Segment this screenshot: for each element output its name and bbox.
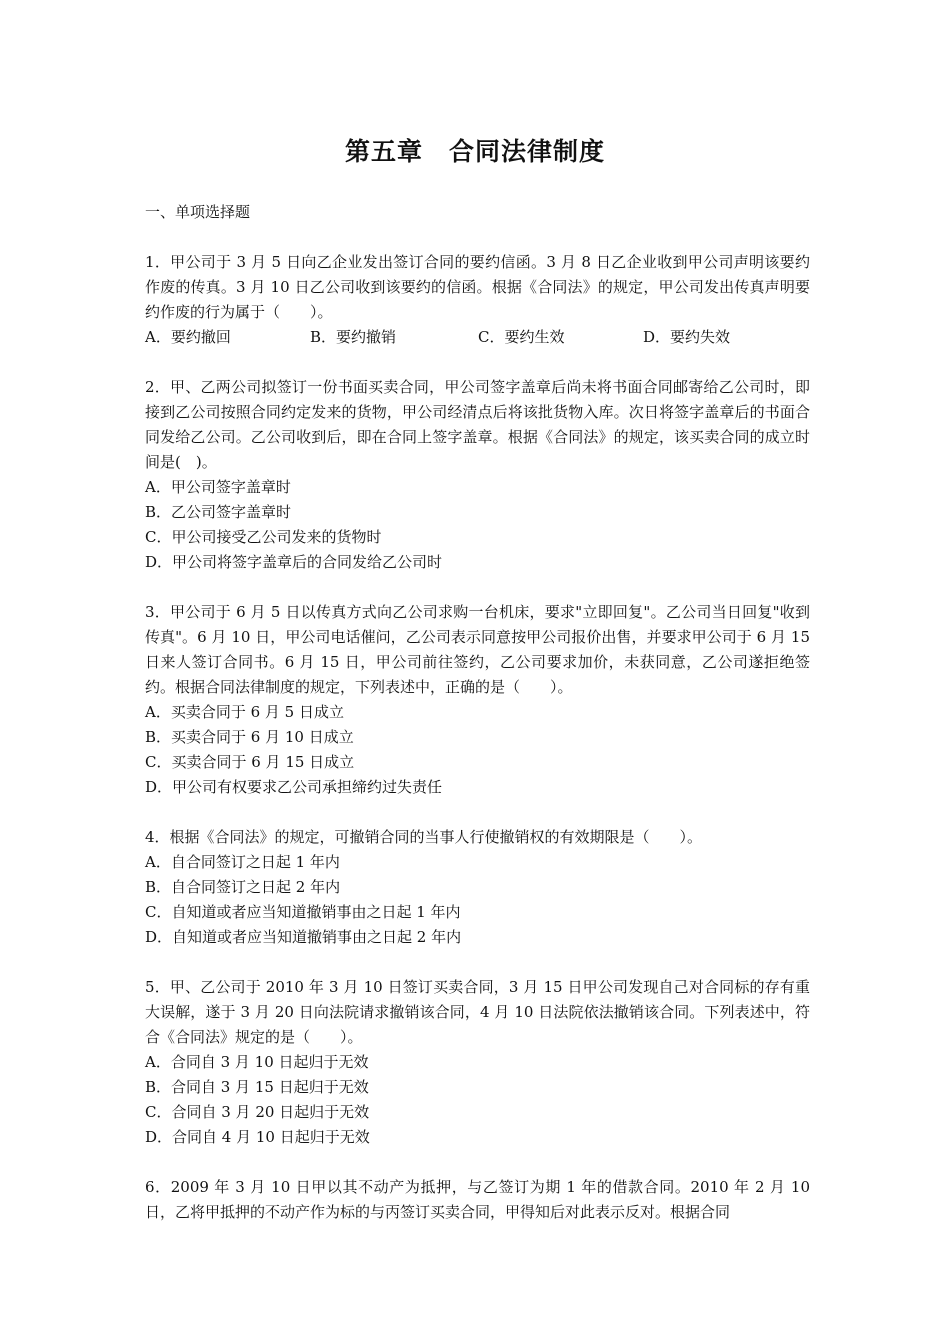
question-stem: 3．甲公司于 6 月 5 日以传真方式向乙公司求购一台机床，要求"立即回复"。乙公司当日回复"收到传真"。6 月 10 日，甲公司电话催问，乙公司表示同意按甲公司报价出售，并要求甲公司于 6 月 15 日来人签订合同书。6 月 15 日，甲公司前往签约，乙公司要求加价，未获同意，乙公司遂拒绝签约。根据合同法律制度的规定，下列表述中，正确的是（ ）。	[145, 603, 810, 696]
option-b: B．自合同签订之日起 2 年内	[145, 878, 341, 896]
question-stem: 1．甲公司于 3 月 5 日向乙企业发出签订合同的要约信函。3 月 8 日乙企业收到甲公司声明该要约作废的传真。3 月 10 日乙公司收到该要约的信函。根据《合同法》的规定，甲公司发出传真声明要约作废的行为属于（ ）。	[145, 253, 810, 321]
option-a: A．要约撤回	[145, 328, 231, 346]
question-stem: 4．根据《合同法》的规定，可撤销合同的当事人行使撤销权的有效期限是（ ）。	[145, 828, 703, 846]
option-d: D．甲公司有权要求乙公司承担缔约过失责任	[145, 778, 443, 796]
option-a: A．自合同签订之日起 1 年内	[145, 853, 340, 871]
question-stem: 2．甲、乙两公司拟签订一份书面买卖合同，甲公司签字盖章后尚未将书面合同邮寄给乙公司时，即接到乙公司按照合同约定发来的货物，甲公司经清点后将该批货物入库。次日将签字盖章后的书面合同发给乙公司。乙公司收到后，即在合同上签字盖章。根据《合同法》的规定，该买卖合同的成立时间是( )。	[145, 378, 810, 471]
question-6	[145, 1175, 810, 1225]
option-a: A．买卖合同于 6 月 5 日成立	[145, 703, 344, 721]
option-c: C．要约生效	[478, 328, 565, 346]
question-stem: 6．2009 年 3 月 10 日甲以其不动产为抵押，与乙签订为期 1 年的借款合同。2010 年 2 月 10 日，乙将甲抵押的不动产作为标的与丙签订买卖合同，甲得知后对此表示反对。根据合同	[145, 1178, 810, 1221]
option-c: C．合同自 3 月 20 日起归于无效	[145, 1103, 370, 1121]
question-2	[145, 375, 810, 575]
option-row	[145, 325, 810, 350]
question-4	[145, 825, 810, 950]
option-d: D．甲公司将签字盖章后的合同发给乙公司时	[145, 553, 443, 571]
question-3	[145, 600, 810, 800]
option-b: B．买卖合同于 6 月 10 日成立	[145, 728, 354, 746]
question-stem: 5．甲、乙公司于 2010 年 3 月 10 日签订买卖合同，3 月 15 日甲公司发现自己对合同标的存有重大误解，遂于 3 月 20 日向法院请求撤销该合同，4 月 10 日法院依法撤销该合同。下列表述中，符合《合同法》规定的是（ ）。	[145, 978, 810, 1046]
option-b: B．乙公司签字盖章时	[145, 503, 292, 521]
section-heading: 一、单项选择题	[145, 203, 251, 221]
option-b: B．合同自 3 月 15 日起归于无效	[145, 1078, 369, 1096]
question-5	[145, 975, 810, 1150]
document-body	[145, 200, 810, 1250]
question-1	[145, 250, 810, 350]
option-b: B．要约撤销	[310, 328, 397, 346]
option-a: A．甲公司签字盖章时	[145, 478, 291, 496]
option-c: C．甲公司接受乙公司发来的货物时	[145, 528, 382, 546]
option-c: C．买卖合同于 6 月 15 日成立	[145, 753, 355, 771]
chapter-title: 第五章 合同法律制度	[344, 137, 605, 166]
option-d: D．合同自 4 月 10 日起归于无效	[145, 1128, 370, 1146]
option-c: C．自知道或者应当知道撤销事由之日起 1 年内	[145, 903, 461, 921]
option-d: D．要约失效	[643, 328, 731, 346]
option-d: D．自知道或者应当知道撤销事由之日起 2 年内	[145, 928, 462, 946]
option-a: A．合同自 3 月 10 日起归于无效	[145, 1053, 369, 1071]
